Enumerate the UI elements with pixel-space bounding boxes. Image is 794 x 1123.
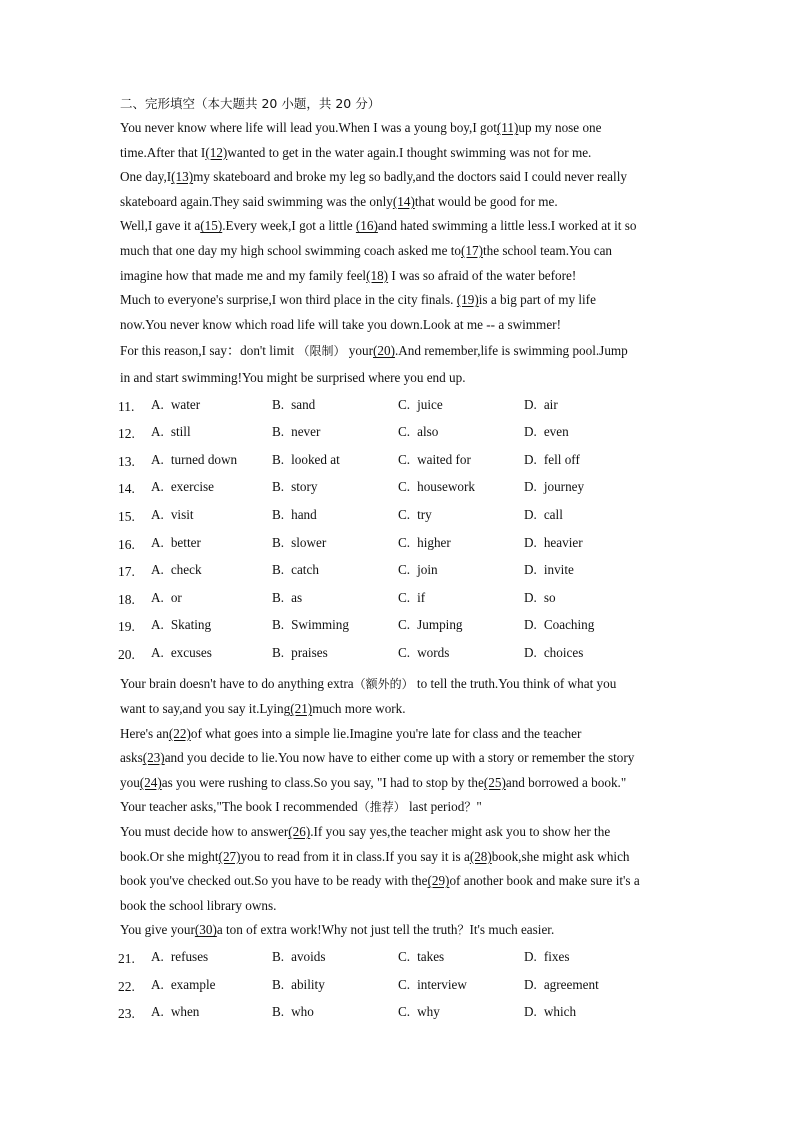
option-text: example	[170, 976, 216, 992]
question-number: 16.	[118, 536, 135, 552]
passage-line: asks(23)and you decide to lie.You now have to either come up with a story or remember the story	[120, 750, 635, 766]
option-letter: D.	[524, 949, 537, 964]
option-text: join	[417, 562, 438, 578]
options-block-2	[118, 946, 680, 1029]
chinese-gloss: （限制）	[297, 344, 346, 359]
option-text: words	[417, 644, 450, 660]
chinese-gloss: ？	[457, 923, 470, 938]
blank-number: (18)	[366, 267, 389, 283]
blank-number: (21)	[290, 701, 313, 717]
answer-option	[398, 507, 432, 523]
answer-option	[398, 645, 449, 661]
question-row	[118, 642, 680, 670]
passage-line: Your brain doesn't have to do anything extra（额外的） to tell the truth.You think of what you	[120, 676, 617, 692]
option-letter: D.	[524, 617, 537, 633]
question-row	[118, 476, 680, 504]
content	[120, 92, 680, 1032]
question-number: 12.	[118, 426, 135, 442]
option-letter: D.	[524, 562, 537, 578]
passage-line: time.After that I(12)wanted to get in the water again.I thought swimming was not for me.	[120, 144, 592, 160]
passage-line: Well,I gave it a(15).Every week,I got a little (16)and hated swimming a little less.I worked at it so	[120, 218, 637, 234]
option-text: refuses	[170, 949, 209, 964]
option-text: interview	[417, 976, 467, 992]
option-text: water	[170, 396, 201, 412]
answer-option	[272, 535, 326, 551]
passage-line: book the school library owns.	[120, 897, 277, 913]
option-letter: B.	[272, 534, 285, 550]
answer-option	[524, 535, 583, 551]
option-letter: B.	[272, 976, 285, 992]
option-letter: D.	[524, 451, 537, 467]
question-row	[118, 504, 680, 532]
option-text: takes	[417, 949, 445, 964]
answer-option	[272, 452, 340, 468]
options-block-1	[118, 394, 680, 670]
question-row	[118, 1001, 680, 1029]
answer-option	[151, 397, 200, 413]
option-text: never	[291, 424, 321, 440]
option-letter: C.	[398, 479, 411, 495]
passage-line: You give your(30)a ton of extra work!Why not just tell the truth？It's much easier.	[120, 922, 555, 938]
question-number: 14.	[118, 481, 135, 497]
answer-option	[272, 1004, 314, 1020]
answer-option	[398, 1004, 440, 1020]
answer-option	[524, 949, 569, 965]
answer-option	[524, 562, 574, 578]
question-number: 22.	[118, 978, 135, 994]
option-letter: B.	[272, 479, 285, 495]
blank-number: (28)	[469, 848, 492, 864]
passage-line: You must decide how to answer(26).If you say yes,the teacher might ask you to show her the	[120, 824, 611, 840]
answer-option	[151, 1004, 199, 1020]
passage-line: imagine how that made me and my family feel(18) I was so afraid of the water before!	[120, 267, 577, 283]
option-letter: A.	[151, 451, 164, 467]
passage-line: One day,I(13)my skateboard and broke my leg so badly,and the doctors said I could never really	[120, 169, 627, 185]
option-text: story	[291, 479, 318, 495]
answer-option	[398, 562, 438, 578]
question-row	[118, 449, 680, 477]
option-letter: B.	[272, 589, 285, 605]
blank-number: (14)	[392, 193, 415, 209]
blank-number: (29)	[427, 873, 450, 889]
answer-option	[272, 397, 315, 413]
option-text: looked at	[291, 451, 340, 467]
answer-option	[151, 645, 212, 661]
option-text: fixes	[543, 949, 570, 964]
answer-option	[524, 452, 580, 468]
option-letter: C.	[398, 1004, 411, 1020]
answer-option	[524, 479, 584, 495]
blank-number: (16)	[355, 218, 378, 234]
option-letter: B.	[272, 562, 285, 578]
answer-option	[151, 424, 191, 440]
option-letter: B.	[272, 1004, 285, 1020]
blank-number: (20)	[372, 343, 395, 359]
blank-number: (19)	[456, 292, 479, 308]
answer-option	[398, 977, 467, 993]
passage-1	[120, 116, 680, 391]
option-text: Coaching	[543, 617, 595, 633]
blank-number: (13)	[171, 169, 194, 185]
option-letter: D.	[524, 976, 537, 992]
option-letter: A.	[151, 479, 164, 495]
option-text: so	[543, 589, 556, 605]
question-number: 13.	[118, 453, 135, 469]
passage-line: much that one day my high school swimming coach asked me to(17)the school team.You can	[120, 242, 613, 258]
answer-option	[524, 507, 563, 523]
answer-option	[398, 479, 475, 495]
option-letter: D.	[524, 506, 537, 522]
option-text: even	[543, 424, 569, 440]
option-letter: C.	[398, 949, 411, 964]
question-row	[118, 559, 680, 587]
option-text: choices	[543, 644, 584, 660]
answer-option	[272, 562, 319, 578]
answer-option	[272, 507, 317, 523]
blank-number: (17)	[460, 242, 483, 258]
question-row	[118, 421, 680, 449]
answer-option	[398, 397, 443, 413]
answer-option	[398, 452, 471, 468]
option-text: try	[417, 506, 432, 522]
option-text: housework	[417, 479, 475, 495]
question-number: 19.	[118, 619, 135, 635]
option-letter: C.	[398, 644, 411, 660]
passage-line: book you've checked out.So you have to be ready with the(29)of another book and make sure it's a	[120, 873, 640, 889]
answer-option	[151, 949, 208, 965]
option-letter: D.	[524, 644, 537, 660]
blank-number: (27)	[218, 848, 241, 864]
blank-number: (23)	[142, 750, 165, 766]
option-text: avoids	[291, 949, 326, 964]
option-text: hand	[291, 506, 317, 522]
option-text: waited for	[417, 451, 471, 467]
answer-option	[272, 617, 349, 633]
answer-option	[151, 617, 211, 633]
answer-option	[151, 977, 216, 993]
option-text: sand	[291, 396, 316, 412]
passage-line: want to say,and you say it.Lying(21)much more work.	[120, 701, 406, 717]
option-text: juice	[417, 396, 443, 412]
option-text: invite	[543, 562, 574, 578]
option-letter: B.	[272, 396, 285, 412]
option-letter: D.	[524, 479, 537, 495]
answer-option	[272, 977, 325, 993]
option-letter: A.	[151, 506, 164, 522]
option-letter: A.	[151, 424, 164, 440]
option-text: agreement	[543, 976, 599, 992]
option-text: Skating	[170, 617, 212, 633]
option-letter: A.	[151, 396, 164, 412]
question-row	[118, 946, 680, 974]
answer-option	[398, 535, 451, 551]
chinese-gloss: ？	[464, 800, 477, 815]
blank-number: (26)	[288, 824, 311, 840]
option-text: exercise	[170, 479, 215, 495]
answer-option	[398, 617, 463, 633]
answer-option	[272, 949, 326, 965]
option-letter: D.	[524, 1004, 537, 1020]
passage-line: Here's an(22)of what goes into a simple lie.Imagine you're late for class and the teacher	[120, 725, 582, 741]
option-letter: B.	[272, 617, 285, 633]
option-text: call	[543, 506, 563, 522]
question-number: 15.	[118, 508, 135, 524]
question-row	[118, 587, 680, 615]
option-letter: A.	[151, 1004, 164, 1020]
question-row	[118, 532, 680, 560]
answer-option	[398, 424, 438, 440]
chinese-gloss: （额外的）	[353, 677, 414, 692]
option-letter: A.	[151, 562, 164, 578]
answer-option	[524, 397, 558, 413]
option-letter: A.	[151, 976, 164, 992]
answer-option	[398, 590, 425, 606]
answer-option	[151, 535, 201, 551]
option-letter: B.	[272, 424, 285, 440]
option-text: praises	[291, 644, 328, 660]
answer-option	[151, 479, 214, 495]
question-number: 20.	[118, 646, 135, 662]
option-letter: A.	[151, 617, 164, 633]
question-row	[118, 394, 680, 422]
option-letter: C.	[398, 976, 411, 992]
option-letter: C.	[398, 396, 411, 412]
option-text: journey	[543, 479, 585, 495]
option-letter: A.	[151, 644, 164, 660]
passage-line: For this reason,I say：don't limit （限制） your(20).And remember,life is swimming pool.Jump	[120, 343, 628, 359]
answer-option	[524, 424, 569, 440]
answer-option	[524, 1004, 576, 1020]
answer-option	[151, 452, 237, 468]
passage-line: skateboard again.They said swimming was the only(14)that would be good for me.	[120, 193, 558, 209]
answer-option	[272, 645, 328, 661]
option-text: better	[170, 534, 201, 550]
passage-2	[120, 672, 680, 943]
option-letter: C.	[398, 589, 411, 605]
option-letter: B.	[272, 644, 285, 660]
question-number: 21.	[118, 951, 135, 966]
option-text: as	[291, 589, 303, 605]
question-number: 23.	[118, 1006, 135, 1022]
passage-line: Your teacher asks,"The book I recommended（推荐） last period？"	[120, 799, 482, 815]
option-text: also	[417, 424, 439, 440]
option-text: higher	[417, 534, 451, 550]
option-text: turned down	[170, 451, 238, 467]
option-letter: C.	[398, 424, 411, 440]
option-text: Swimming	[291, 617, 349, 633]
option-text: slower	[291, 534, 327, 550]
passage-line: now.You never know which road life will take you down.Look at me -- a swimmer!	[120, 316, 561, 332]
option-text: visit	[170, 506, 194, 522]
option-text: fell off	[543, 451, 580, 467]
passage-line: book.Or she might(27)you to read from it in class.If you say it is a(28)book,she might ask which	[120, 848, 630, 864]
chinese-gloss: （推荐）	[357, 800, 406, 815]
answer-option	[524, 590, 556, 606]
question-number: 17.	[118, 564, 135, 580]
option-text: still	[170, 424, 191, 440]
question-number: 11.	[118, 398, 135, 414]
option-letter: C.	[398, 506, 411, 522]
option-letter: D.	[524, 396, 537, 412]
option-text: when	[170, 1004, 200, 1020]
option-text: which	[543, 1004, 577, 1020]
option-text: if	[417, 589, 426, 605]
passage-line: you(24)as you were rushing to class.So you say, "I had to stop by the(25)and borrowed a book."	[120, 774, 627, 790]
option-text: air	[543, 396, 558, 412]
option-letter: C.	[398, 617, 411, 633]
blank-number: (15)	[200, 218, 223, 234]
option-text: or	[170, 589, 182, 605]
question-row	[118, 974, 680, 1002]
option-letter: B.	[272, 451, 285, 467]
answer-option	[151, 507, 194, 523]
blank-number: (12)	[205, 144, 228, 160]
option-text: excuses	[170, 644, 212, 660]
option-letter: B.	[272, 506, 285, 522]
answer-option	[151, 590, 182, 606]
section-title: 二、完形填空（本大题共 20 小题，共 20 分）	[120, 96, 381, 111]
answer-option	[524, 645, 583, 661]
blank-number: (25)	[483, 774, 506, 790]
passage-line: Much to everyone's surprise,I won third place in the city finals. (19)is a big part of my life	[120, 292, 596, 308]
answer-option	[524, 977, 599, 993]
option-text: why	[417, 1004, 440, 1020]
option-text: heavier	[543, 534, 583, 550]
answer-option	[272, 479, 317, 495]
option-letter: C.	[398, 451, 411, 467]
answer-option	[151, 562, 202, 578]
option-letter: C.	[398, 562, 411, 578]
question-row	[118, 614, 680, 642]
option-letter: C.	[398, 534, 411, 550]
option-letter: A.	[151, 589, 164, 605]
option-letter: A.	[151, 534, 164, 550]
option-text: Jumping	[417, 617, 463, 633]
passage-line: in and start swimming!You might be surprised where you end up.	[120, 369, 466, 385]
option-letter: A.	[151, 949, 164, 964]
option-letter: D.	[524, 534, 537, 550]
option-text: catch	[291, 562, 319, 578]
answer-option	[524, 617, 594, 633]
blank-number: (11)	[496, 120, 519, 135]
option-text: who	[291, 1004, 314, 1020]
answer-option	[272, 590, 302, 606]
answer-option	[398, 949, 444, 965]
option-letter: D.	[524, 424, 537, 440]
blank-number: (22)	[168, 725, 191, 741]
option-text: check	[170, 562, 202, 578]
answer-option	[272, 424, 320, 440]
passage-line: You never know where life will lead you.When I was a young boy,I got(11)up my nose one	[120, 120, 602, 135]
option-text: ability	[291, 976, 325, 992]
blank-number: (30)	[194, 922, 217, 938]
blank-number: (24)	[139, 774, 162, 790]
option-letter: B.	[272, 949, 285, 964]
question-number: 18.	[118, 591, 135, 607]
option-letter: D.	[524, 589, 537, 605]
